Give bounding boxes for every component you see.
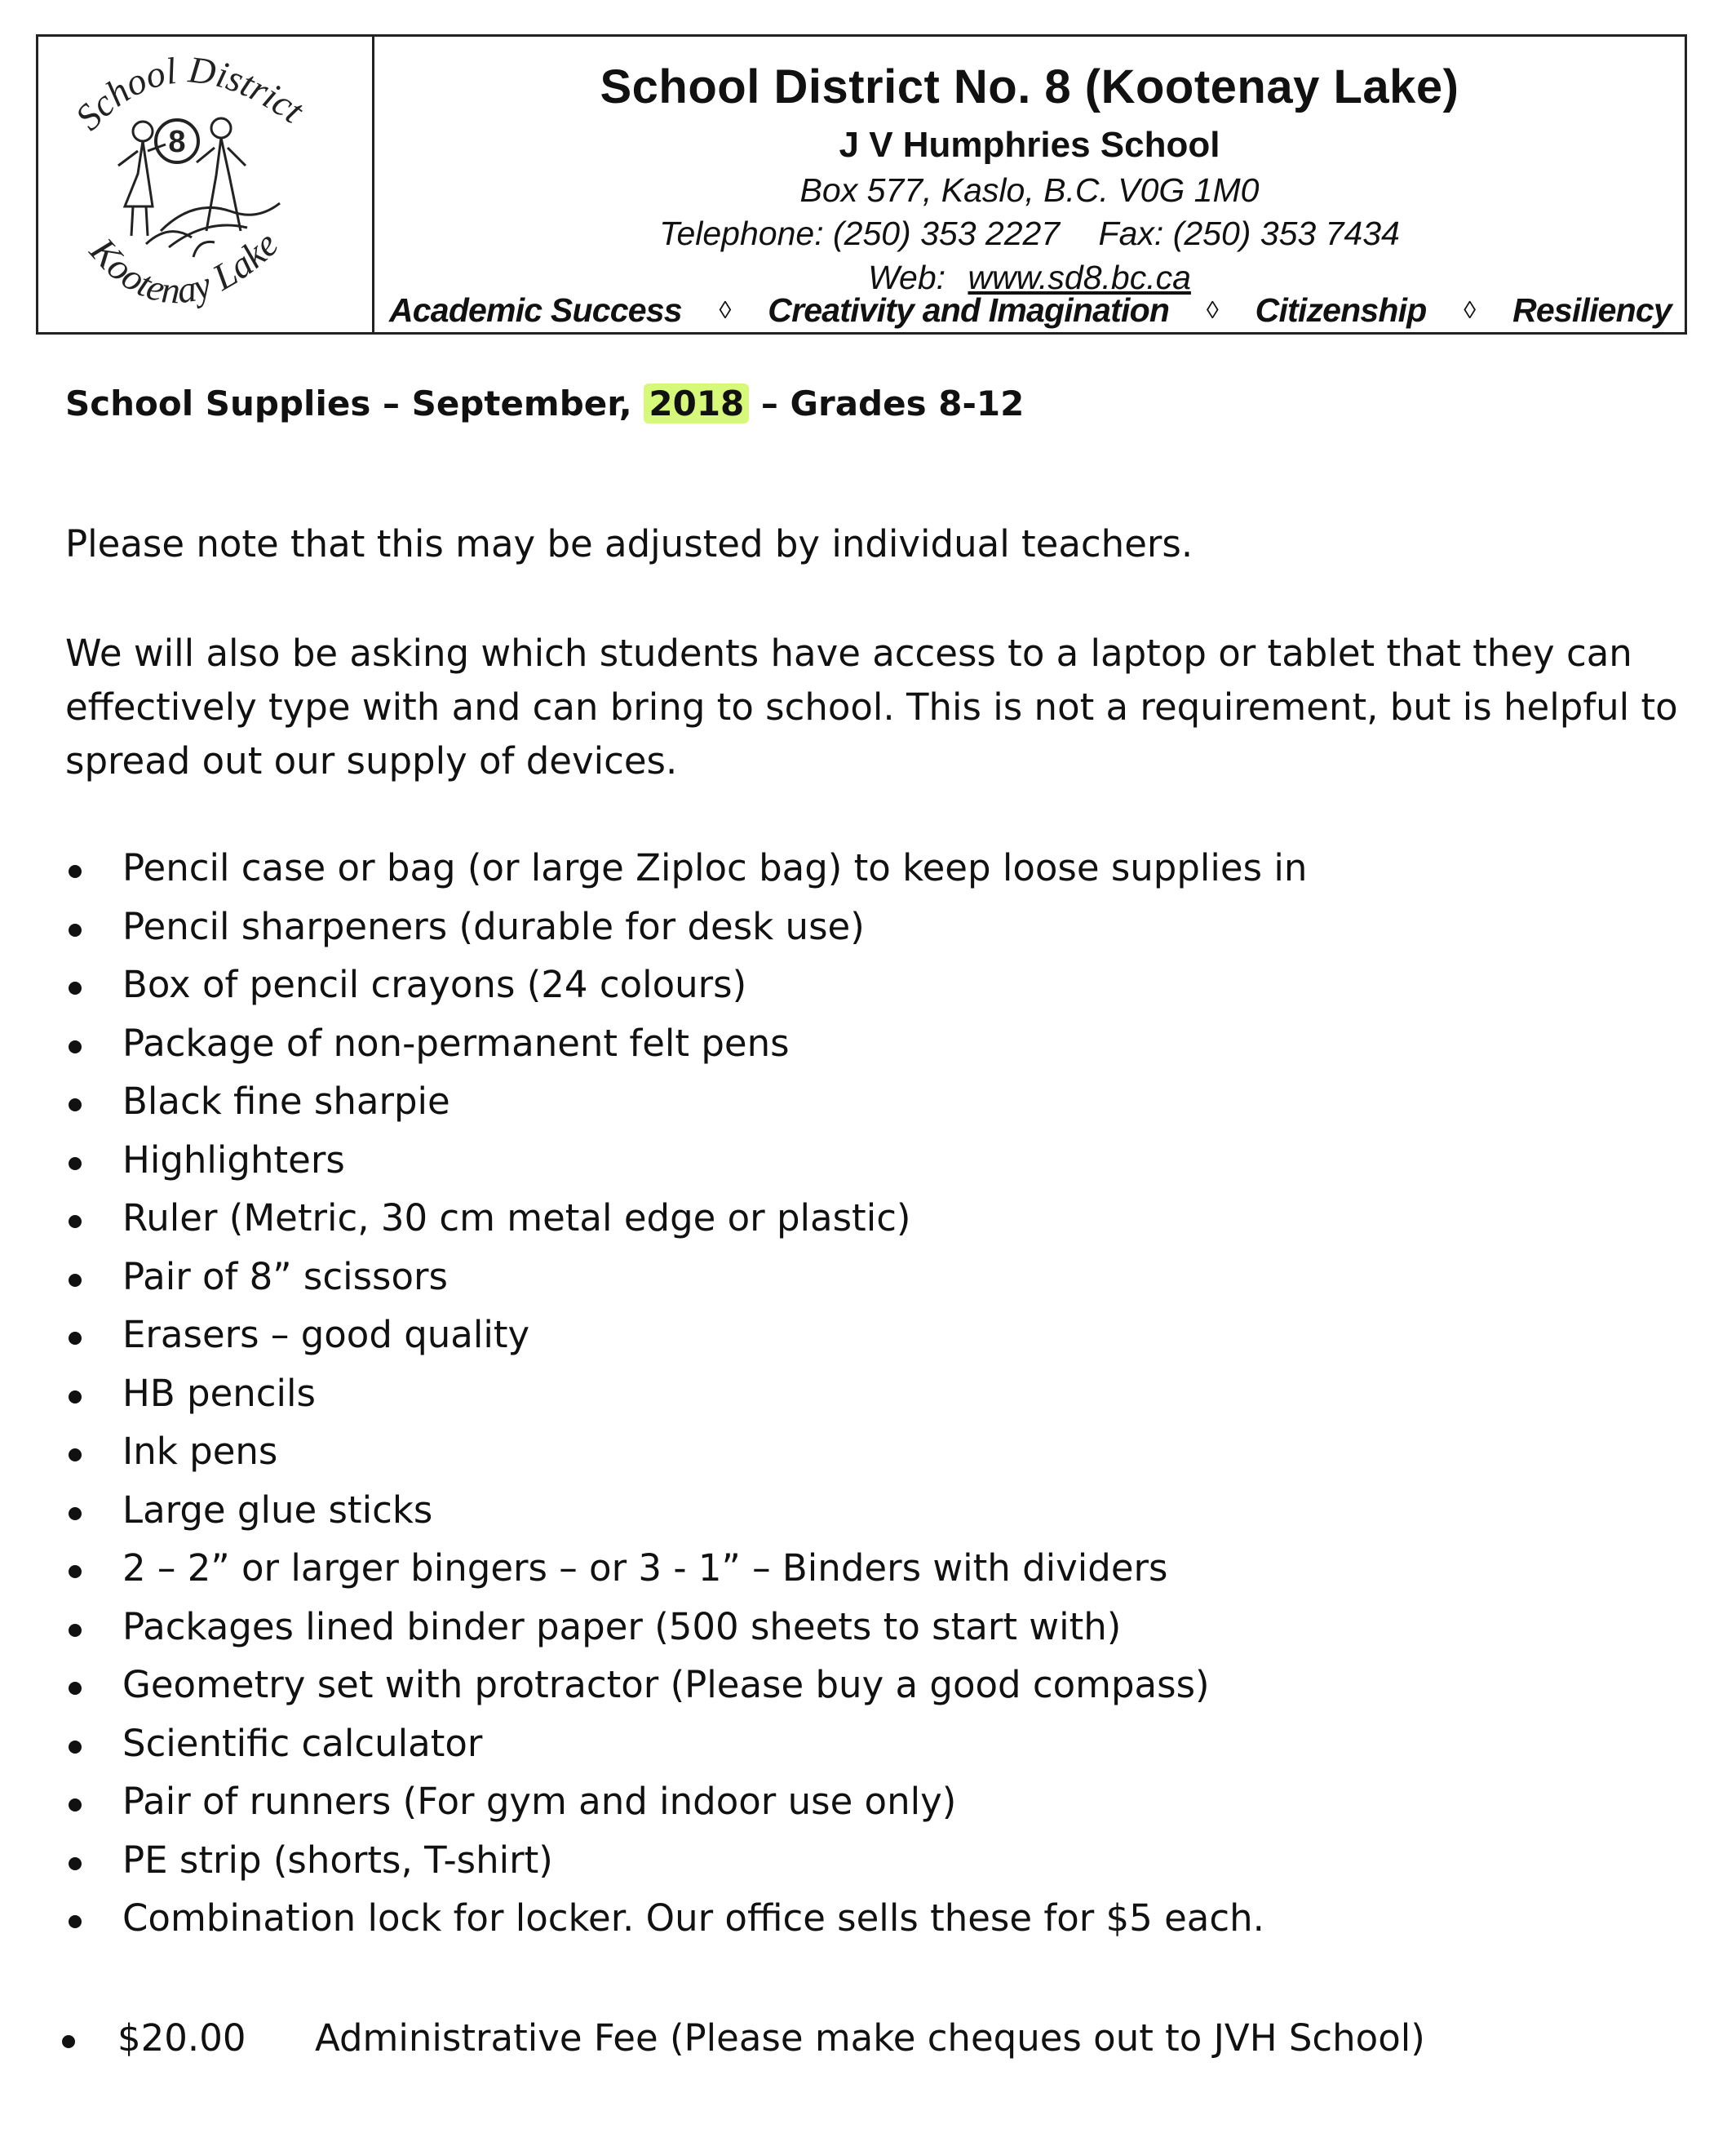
bullet-icon	[69, 982, 82, 995]
contact-phone-fax	[374, 215, 1685, 253]
bullet-icon	[69, 1332, 82, 1345]
bullet-icon	[69, 1040, 82, 1053]
school-name: J V Humphries School	[839, 125, 1220, 165]
school-motto	[389, 291, 1672, 330]
bullet-icon	[69, 1682, 82, 1695]
school-address: Box 577, Kaslo, B.C. V0G 1M0	[799, 171, 1260, 209]
motto-creativity: Creativity and Imagination	[768, 291, 1170, 329]
list-item-text: Black fine sharpie	[122, 1080, 450, 1123]
title-year-highlighted: 2018	[644, 384, 749, 424]
list-item-text: Highlighters	[122, 1138, 345, 1182]
bullet-icon	[69, 1215, 82, 1228]
bullet-icon	[69, 1565, 82, 1578]
bullet-icon	[69, 924, 82, 937]
list-item-text: Pair of 8” scissors	[122, 1254, 448, 1298]
list-item-text: Scientific calculator	[122, 1721, 483, 1765]
list-item-text: Box of pencil crayons (24 colours)	[122, 963, 747, 1006]
document-title	[65, 384, 1024, 424]
letterhead	[36, 34, 1687, 335]
web-label: Web:	[868, 259, 946, 296]
title-suffix: – Grades 8-12	[749, 384, 1025, 424]
list-item-text: Combination lock for locker. Our office sells these for $5 each.	[122, 1896, 1264, 1940]
telephone-label: Telephone:	[659, 215, 824, 252]
motto-resiliency: Resiliency	[1512, 291, 1672, 329]
diamond-separator-icon: ◊	[719, 296, 731, 324]
web-link[interactable]: www.sd8.bc.ca	[968, 259, 1191, 296]
district-logo-graphic	[46, 43, 366, 330]
devices-paragraph: We will also be asking which students have access to a laptop or tablet that they can effectively type with and can bring to school. This is not a requirement, but is helpful to spread out our supply of devices.	[65, 632, 1678, 783]
list-item-text: Package of non-permanent felt pens	[122, 1021, 790, 1065]
administrative-fee	[0, 2009, 1736, 2068]
list-item-text: Ruler (Metric, 30 cm metal edge or plastic)	[122, 1196, 911, 1240]
list-item-text: Pencil sharpeners (durable for desk use)	[122, 904, 865, 948]
list-item-text: Pencil case or bag (or large Ziploc bag) to keep loose supplies in	[122, 846, 1308, 889]
bullet-icon	[69, 865, 82, 878]
bullet-icon	[69, 1157, 82, 1170]
list-item-text: PE strip (shorts, T-shirt)	[122, 1838, 553, 1882]
title-prefix: School Supplies – September,	[65, 384, 644, 424]
list-item-text: Geometry set with protractor (Please buy a good compass)	[122, 1663, 1210, 1706]
bullet-icon	[69, 1741, 82, 1754]
list-item-text: Ink pens	[122, 1430, 278, 1473]
list-item-text: Large glue sticks	[122, 1488, 433, 1532]
bullet-icon	[69, 1857, 82, 1870]
list-item-text: HB pencils	[122, 1371, 316, 1415]
bullet-icon	[69, 1915, 82, 1928]
logo-number: 8	[168, 125, 186, 159]
logo-top-text: School District	[67, 48, 312, 138]
fax-number: (250) 353 7434	[1172, 215, 1400, 252]
logo-bottom-text: Kootenay Lake	[82, 223, 286, 312]
bullet-icon	[69, 1798, 82, 1812]
district-logo	[38, 37, 374, 332]
note-paragraph: Please note that this may be adjusted by individual teachers.	[65, 522, 1194, 565]
bullet-icon	[69, 1507, 82, 1520]
telephone-number: (250) 353 2227	[833, 215, 1061, 252]
bullet-icon	[69, 1274, 82, 1287]
diamond-separator-icon: ◊	[1206, 296, 1218, 324]
bullet-icon	[69, 1624, 82, 1637]
bullet-icon	[62, 2035, 75, 2048]
diamond-separator-icon: ◊	[1464, 296, 1476, 324]
motto-academic-success: Academic Success	[389, 291, 682, 329]
bullet-icon	[69, 1098, 82, 1111]
motto-citizenship: Citizenship	[1255, 291, 1427, 329]
list-item-text: Pair of runners (For gym and indoor use only)	[122, 1780, 957, 1823]
district-name: School District No. 8 (Kootenay Lake)	[600, 60, 1459, 113]
school-info	[374, 37, 1685, 332]
bullet-icon	[69, 1390, 82, 1404]
fee-amount: $20.00	[117, 2016, 246, 2060]
list-item-text: 2 – 2” or larger bingers – or 3 - 1” – Binders with dividers	[122, 1546, 1168, 1590]
bullet-icon	[69, 1448, 82, 1461]
list-item-text: Erasers – good quality	[122, 1313, 530, 1356]
fax-label: Fax:	[1098, 215, 1164, 252]
list-item-text: Packages lined binder paper (500 sheets to start with)	[122, 1604, 1122, 1648]
fee-description: Administrative Fee (Please make cheques out to JVH School)	[315, 2016, 1425, 2060]
